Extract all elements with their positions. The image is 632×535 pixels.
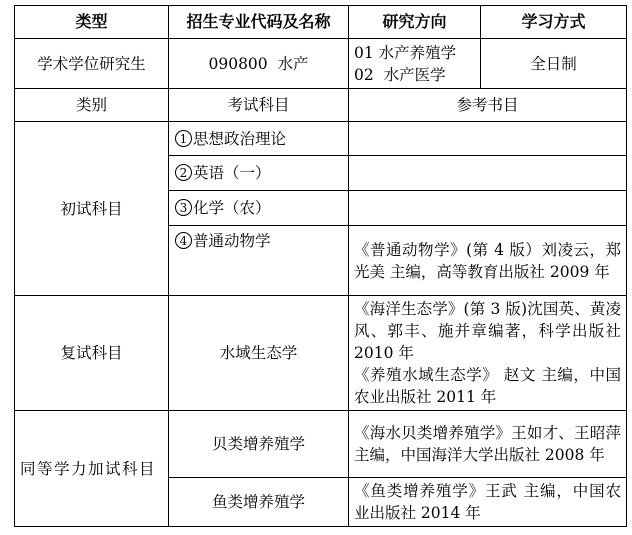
header-mode: 学习方式 (481, 6, 627, 39)
retest-subject: 水域生态学 (169, 296, 349, 411)
initial-books-1 (349, 122, 627, 156)
extra-books-2: 《鱼类增养殖学》王武 主编，中国农业出版社 2014 年 (349, 478, 627, 527)
initial-subject-3-name: 化学（农） (193, 199, 271, 217)
retest-books (349, 296, 627, 411)
subheader-row (15, 89, 627, 122)
header-direction: 研究方向 (349, 6, 481, 39)
extra-label: 同等学力加试科目 (15, 411, 169, 527)
circled-number: 4 (175, 232, 192, 249)
retest-label: 复试科目 (15, 296, 169, 411)
initial-books-2 (349, 156, 627, 191)
initial-subject-4 (169, 226, 349, 296)
program-directions (349, 39, 481, 89)
program-major (169, 39, 349, 89)
direction-2: 02 水产医学 (354, 65, 446, 84)
circled-number: 1 (175, 130, 192, 147)
initial-subject-1 (169, 122, 349, 156)
initial-row-1 (15, 122, 627, 156)
extra-row-1 (15, 411, 627, 478)
extra-subject-2: 鱼类增养殖学 (169, 478, 349, 527)
initial-subject-2 (169, 156, 349, 191)
extra-books-1: 《海水贝类增养殖学》王如才、王昭萍 主编，中国海洋大学出版社 2008 年 (349, 411, 627, 478)
program-major-text: 090800 水产 (208, 54, 309, 73)
program-row (15, 39, 627, 89)
retest-book-1: 《海洋生态学》(第 3 版)沈国英、黄凌风、郭丰、施并章编著，科学出版社 2010 年 (354, 300, 621, 362)
header-row (15, 6, 627, 39)
program-mode: 全日制 (481, 39, 627, 89)
header-type: 类型 (15, 6, 169, 39)
retest-book-2: 《养殖水域生态学》 赵文 主编，中国农业出版社 2011 年 (354, 366, 621, 406)
initial-label: 初试科目 (15, 122, 169, 296)
initial-subject-4-name: 普通动物学 (193, 232, 271, 250)
subheader-category: 类别 (15, 89, 169, 122)
direction-1: 01 水产养殖学 (354, 43, 457, 62)
admission-table (14, 5, 627, 527)
initial-books-4: 《普通动物学》(第 4 版）刘凌云，郑光美 主编，高等教育出版社 2009 年 (349, 226, 627, 296)
header-major: 招生专业代码及名称 (169, 6, 349, 39)
subheader-subject: 考试科目 (169, 89, 349, 122)
initial-subject-3 (169, 191, 349, 226)
subheader-books: 参考书目 (349, 89, 627, 122)
initial-books-3 (349, 191, 627, 226)
retest-row (15, 296, 627, 411)
initial-subject-1-name: 思想政治理论 (193, 129, 287, 148)
program-type: 学术学位研究生 (15, 39, 169, 89)
extra-subject-1: 贝类增养殖学 (169, 411, 349, 478)
circled-number: 2 (175, 164, 192, 181)
initial-subject-2-name: 英语（一） (193, 164, 271, 182)
circled-number: 3 (175, 199, 192, 216)
